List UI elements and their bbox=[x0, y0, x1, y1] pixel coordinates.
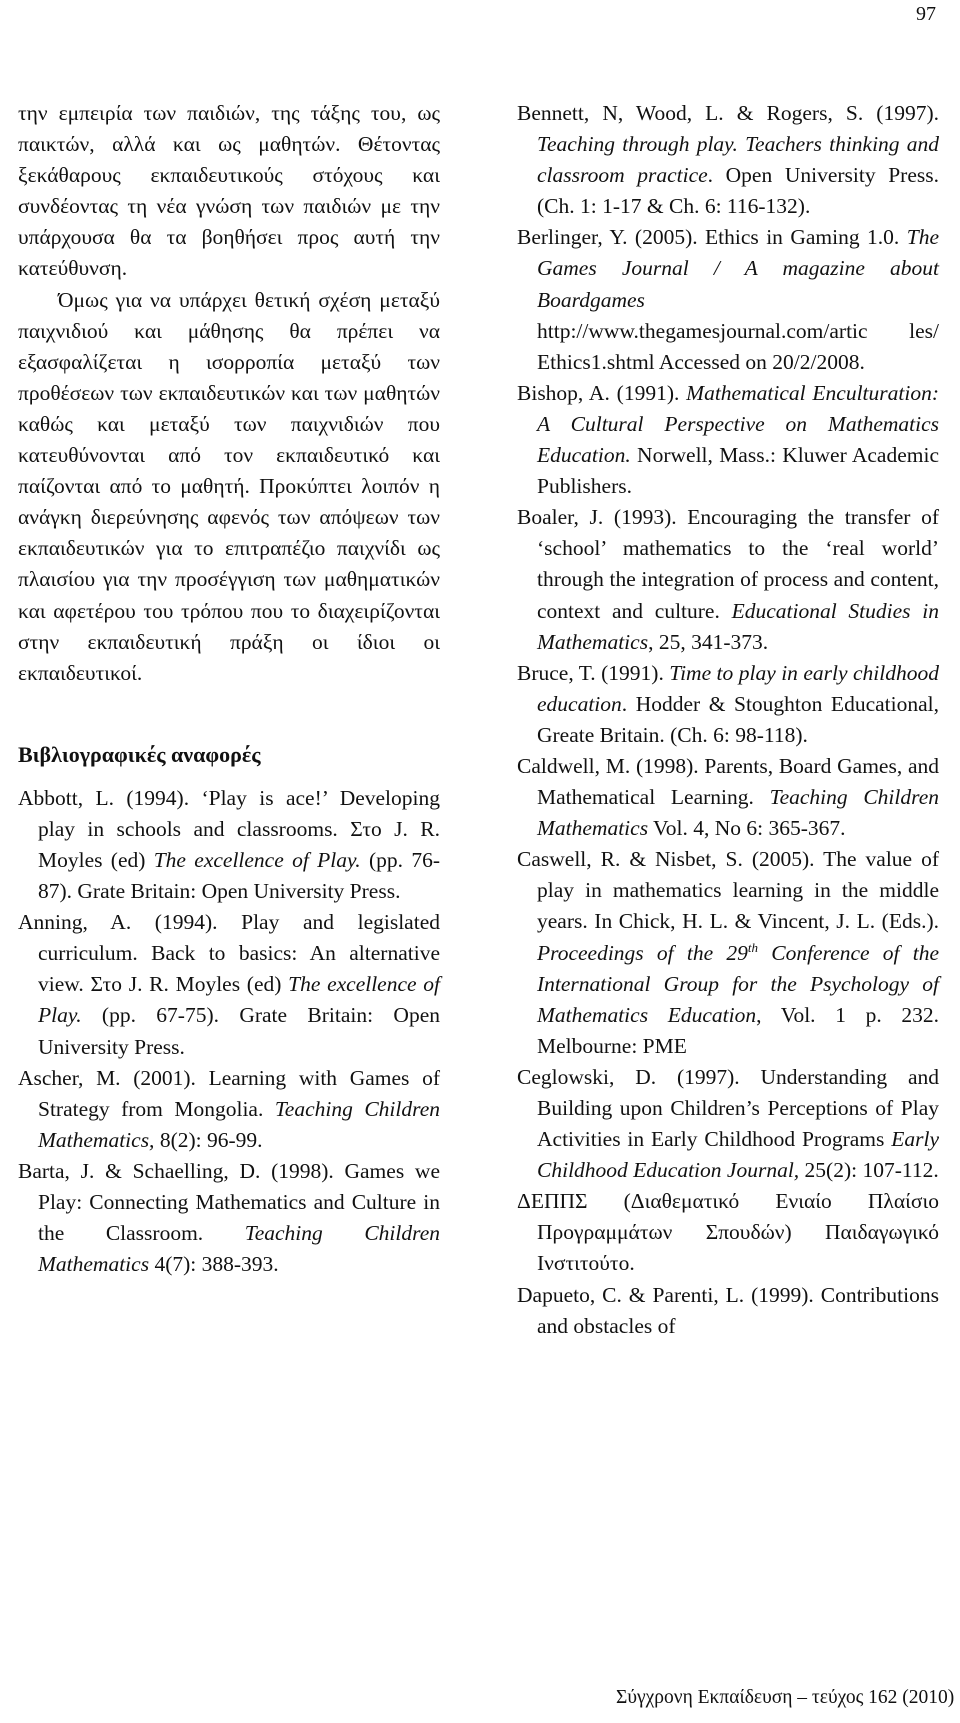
reference-caswell: Caswell, R. & Nisbet, S. (2005). The value of play in mathematics learning in the middle years. In Chick, H. L. & Vincent, J. L. (Eds.). Proceedings of the 29th Conference of the International Group for the Psychology of Mathematics Education, Vol. 1 p. 232. Melbourne: PME bbox=[517, 847, 939, 1058]
references-heading: Βιβλιογραφικές αναφορές bbox=[18, 741, 261, 767]
reference-boaler: Boaler, J. (1993). Encouraging the transfer of ‘school’ mathematics to the ‘real world’ through the integration of process and content, context and culture. Educational Studies in Mathematics, 25, 341-373. bbox=[517, 505, 939, 654]
right-column bbox=[517, 98, 939, 1342]
reference-berlinger: Berlinger, Y. (2005). Ethics in Gaming 1.0. The Games Journal / A magazine about Boardgames http://www.thegamesjournal.com/artic les/ Ethics1.shtml Accessed on 20/2/2008. bbox=[517, 225, 939, 374]
reference-bennett: Bennett, N, Wood, L. & Rogers, S. (1997). Teaching through play. Teachers thinking and classroom practice. Open University Press. (Ch. 1: 1-17 & Ch. 6: 116-132). bbox=[517, 101, 939, 219]
reference-barta: Barta, J. & Schaelling, D. (1998). Games we Play: Connecting Mathematics and Culture in the Classroom. Teaching Children Mathematics 4(7): 388-393. bbox=[18, 1158, 440, 1277]
reference-bruce: Bruce, T. (1991). Time to play in early childhood education. Hodder & Stoughton Educational, Greate Britain. (Ch. 6: 98-118). bbox=[517, 660, 939, 747]
page-number: 97 bbox=[916, 3, 936, 25]
reference-dapueto: Dapueto, C. & Parenti, L. (1999). Contributions and obstacles of bbox=[517, 1282, 939, 1338]
journal-footer: Σύγχρονη Εκπαίδευση – τεύχος 162 (2010) bbox=[616, 1687, 955, 1708]
left-column bbox=[18, 98, 440, 1280]
reference-caldwell: Caldwell, M. (1998). Parents, Board Games, and Mathematical Learning. Teaching Children Mathematics Vol. 4, No 6: 365-367. bbox=[517, 753, 939, 841]
reference-ascher: Ascher, M. (2001). Learning with Games of Strategy from Mongolia. Teaching Children Mathematics, 8(2): 96-99. bbox=[18, 1065, 440, 1152]
reference-deppps: ΔΕΠΠΣ (Διαθεματικό Ενιαίο Πλαίσιο Προγραμμάτων Σπουδών) Παιδαγωγικό Ινστιτούτο. bbox=[517, 1189, 939, 1276]
body-paragraph-1: την εμπειρία των παιδιών, της τάξης του, ως παικτών, αλλά και ως μαθητών. Θέτοντας ξεκάθαρους εκπαιδευτικούς στόχους και συνδέοντας τη νέα γνώση των παιδιών με την υπάρχουσα θα τα βοηθήσει προς αυτή την κατεύθυνση. bbox=[18, 101, 440, 281]
reference-anning: Anning, A. (1994). Play and legislated curriculum. Back to basics: An alternative view. Στο J. R. Moyles (ed) The excellence of Play. (pp. 67-75). Grate Britain: Open University Press. bbox=[18, 910, 440, 1059]
reference-ceglowski: Ceglowski, D. (1997). Understanding and Building upon Children’s Perceptions of Play Activities in Early Childhood Programs Early Childhood Education Journal, 25(2): 107-112. bbox=[517, 1064, 939, 1183]
reference-abbott: Abbott, L. (1994). ‘Play is ace!’ Developing play in schools and classrooms. Στο J. R. Moyles (ed) The excellence of Play. (pp. 76-87). Grate Britain: Open University Press. bbox=[18, 785, 440, 904]
reference-bishop: Bishop, A. (1991). Mathematical Enculturation: A Cultural Perspective on Mathematics Education. Norwell, Mass.: Kluwer Academic Publishers. bbox=[517, 380, 939, 499]
body-paragraph-2: Όμως για να υπάρχει θετική σχέση μεταξύ παιχνιδιού και μάθησης θα πρέπει να εξασφαλίζεται η ισορροπία μεταξύ των προθέσεων των εκπαιδευτικών και των μαθητών καθώς και μεταξύ των παιχνιδιών που κατευθύνονται από τον εκπαιδευτικό και παίζονται από το μαθητή. Προκύπτει λοιπόν η ανάγκη διερεύνησης αφενός των απόψεων των εκπαιδευτικών για το επιτραπέζιο παιχνίδι ως πλαισίου για την προσέγγιση των μαθηματικών και αφετέρου του τρόπου που το διαχειρίζονται στην εκπαιδευτική πράξη οι ίδιοι οι εκπαιδευτικοί. bbox=[18, 287, 440, 685]
